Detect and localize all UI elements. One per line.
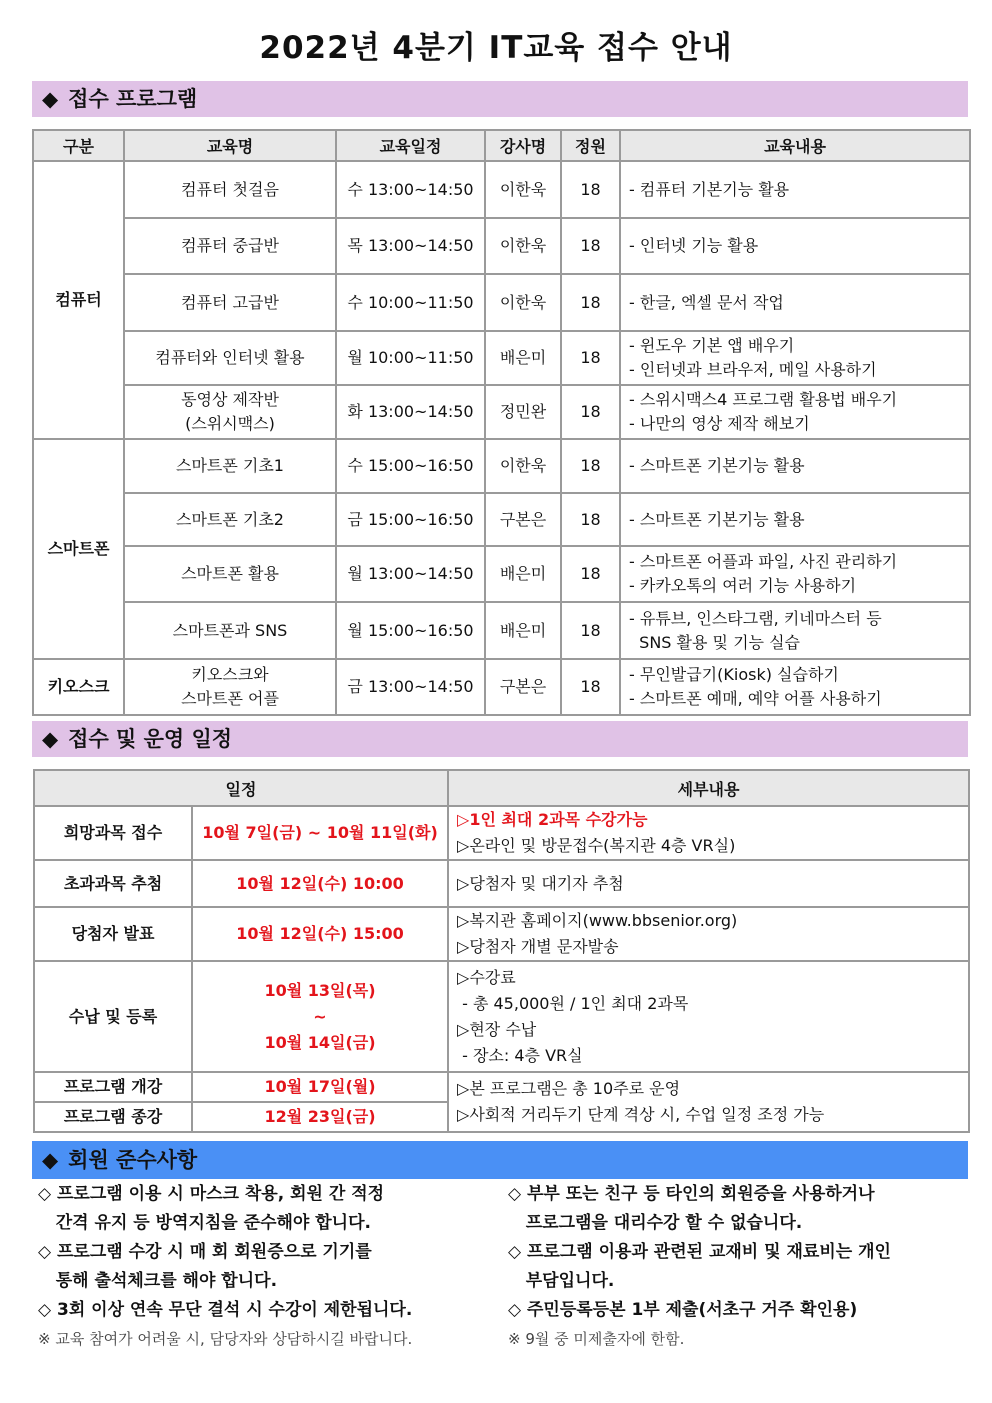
content-cell-line: - 나만의 영상 제작 해보기 xyxy=(629,414,810,433)
content-cell-line: - 윈도우 기본 앱 배우기 xyxy=(629,336,795,355)
course-name-cell-line: 컴퓨터 첫걸음 xyxy=(181,179,279,199)
category-cell: 스마트폰 xyxy=(33,439,124,659)
rule-item: ◇ 주민등록등본 1부 제출(서초구 거주 확인용) xyxy=(508,1300,858,1320)
content-cell xyxy=(620,439,970,493)
schedule-detail-cell xyxy=(448,961,969,1072)
rule-item: ◇ 3회 이상 연속 무단 결석 시 수강이 제한됩니다. xyxy=(38,1300,413,1320)
course-name-cell-line: 스마트폰 기초1 xyxy=(175,456,284,475)
teacher-cell: 배은미 xyxy=(485,546,561,602)
rule-item: ◇ 프로그램 이용과 관련된 교재비 및 재료비는 개인 부담입니다. xyxy=(508,1242,891,1291)
col-header-course: 교육명 xyxy=(124,130,336,161)
detail-line: ▷수강료 xyxy=(457,967,516,987)
content-cell xyxy=(620,602,970,659)
detail-line: ▷온라인 및 방문접수(복지관 4층 VR실) xyxy=(457,836,736,855)
detail-line: ▷본 프로그램은 총 10주로 운영 xyxy=(457,1079,681,1098)
program-row xyxy=(33,331,970,385)
detail-line: ▷1인 최대 2과목 수강가능 xyxy=(457,810,648,829)
teacher-cell: 이한욱 xyxy=(485,439,561,493)
program-table xyxy=(32,129,971,716)
schedule-detail-cell xyxy=(448,1072,969,1132)
capacity-cell: 18 xyxy=(561,331,620,385)
content-cell-line: - 스마트폰 기본기능 활용 xyxy=(629,509,805,529)
schedule-date-cell xyxy=(192,1072,448,1102)
course-name-cell-line: 스마트폰 활용 xyxy=(181,564,279,583)
rule-item: ◇ 부부 또는 친구 등 타인의 회원증을 사용하거나 프로그램을 대리수강 할 수 없습니다. xyxy=(508,1184,875,1233)
date-line: 10월 14일(금) xyxy=(264,1032,376,1052)
col-header-details: 세부내용 xyxy=(448,770,969,806)
section-rules-header xyxy=(32,1141,968,1179)
date-line: 10월 17일(월) xyxy=(264,1077,376,1096)
schedule-detail-cell xyxy=(448,860,969,907)
course-name-cell-line: 스마트폰 어플 xyxy=(181,689,279,708)
schedule-cell: 수 15:00~16:50 xyxy=(336,439,485,493)
course-name-cell xyxy=(124,493,336,546)
date-line: ~ xyxy=(313,1006,327,1026)
detail-line: ▷현장 수납 xyxy=(457,1019,537,1039)
content-cell xyxy=(620,659,970,715)
schedule-label-cell: 희망과목 접수 xyxy=(34,806,192,860)
schedule-cell: 목 13:00~14:50 xyxy=(336,218,485,274)
course-name-cell-line: 컴퓨터와 인터넷 활용 xyxy=(155,348,305,367)
schedule-date-cell xyxy=(192,907,448,961)
course-name-cell xyxy=(124,546,336,602)
program-row xyxy=(33,218,970,274)
teacher-cell: 배은미 xyxy=(485,331,561,385)
section-program-header xyxy=(32,81,968,117)
section-schedule-header xyxy=(32,721,968,757)
col-header-teacher: 강사명 xyxy=(485,130,561,161)
content-cell xyxy=(620,161,970,218)
course-name-cell-line: 스마트폰 기초2 xyxy=(175,509,284,529)
schedule-cell: 월 15:00~16:50 xyxy=(336,602,485,659)
schedule-detail-cell xyxy=(448,806,969,860)
page-title: 2022년 4분기 IT교육 접수 안내 xyxy=(259,30,733,66)
teacher-cell: 이한욱 xyxy=(485,161,561,218)
rule-item: ◇ 프로그램 이용 시 마스크 착용, 회원 간 적정 간격 유지 등 방역지침을 준수해야 합니다. xyxy=(38,1184,385,1233)
diamond-icon: ◆ xyxy=(42,727,59,751)
date-line: 10월 13일(목) xyxy=(264,980,376,1000)
schedule-row xyxy=(34,860,969,907)
schedule-cell: 월 10:00~11:50 xyxy=(336,331,485,385)
program-row xyxy=(33,385,970,439)
content-cell-line: - 스마트폰 어플과 파일, 사진 관리하기 xyxy=(629,552,898,571)
date-line: 10월 12일(수) 10:00 xyxy=(236,873,404,893)
teacher-cell: 구본은 xyxy=(485,493,561,546)
schedule-date-cell xyxy=(192,1102,448,1132)
detail-line: ▷복지관 홈페이지(www.bbsenior.org) xyxy=(457,911,738,930)
col-header-capacity: 정원 xyxy=(561,130,620,161)
diamond-icon: ◆ xyxy=(42,1148,59,1172)
course-name-cell xyxy=(124,331,336,385)
course-name-cell xyxy=(124,439,336,493)
schedule-label-cell: 초과과목 추첨 xyxy=(34,860,192,907)
category-cell: 컴퓨터 xyxy=(33,161,124,439)
course-name-cell-line: 키오스크와 xyxy=(191,665,269,684)
content-cell-line: - 인터넷과 브라우저, 메일 사용하기 xyxy=(629,360,877,379)
schedule-label-cell: 프로그램 종강 xyxy=(34,1102,192,1132)
detail-line: ▷사회적 거리두기 단계 격상 시, 수업 일정 조정 가능 xyxy=(457,1105,825,1124)
teacher-cell: 구본은 xyxy=(485,659,561,715)
content-cell xyxy=(620,493,970,546)
section-rules-title: 회원 준수사항 xyxy=(68,1148,198,1172)
capacity-cell: 18 xyxy=(561,602,620,659)
teacher-cell: 이한욱 xyxy=(485,218,561,274)
capacity-cell: 18 xyxy=(561,161,620,218)
schedule-label-cell: 수납 및 등록 xyxy=(34,961,192,1072)
program-row xyxy=(33,161,970,218)
program-row xyxy=(33,493,970,546)
course-name-cell xyxy=(124,385,336,439)
date-line: 10월 12일(수) 15:00 xyxy=(236,924,404,943)
capacity-cell: 18 xyxy=(561,659,620,715)
schedule-cell: 금 13:00~14:50 xyxy=(336,659,485,715)
schedule-date-cell xyxy=(192,961,448,1072)
content-cell xyxy=(620,274,970,331)
program-table-header xyxy=(33,130,970,161)
schedule-label-cell: 당첨자 발표 xyxy=(34,907,192,961)
rule-item: ◇ 프로그램 수강 시 매 회 회원증으로 기기를 통해 출석체크를 해야 합니다. xyxy=(38,1242,372,1291)
content-cell-line: - 유튜브, 인스타그램, 키네마스터 등 xyxy=(629,608,882,628)
content-cell-line: - 스마트폰 기본기능 활용 xyxy=(629,456,805,475)
schedule-cell: 화 13:00~14:50 xyxy=(336,385,485,439)
capacity-cell: 18 xyxy=(561,439,620,493)
content-cell-line: - 스위시맥스4 프로그램 활용법 배우기 xyxy=(629,390,898,409)
date-line: 10월 7일(금) ~ 10월 11일(화) xyxy=(202,823,438,842)
col-header-dates: 일정 xyxy=(34,770,448,806)
program-row xyxy=(33,546,970,602)
schedule-table xyxy=(33,769,970,1133)
schedule-row xyxy=(34,961,969,1072)
content-cell-line: SNS 활용 및 기능 실습 xyxy=(629,632,800,652)
course-name-cell xyxy=(124,274,336,331)
program-row xyxy=(33,439,970,493)
program-row xyxy=(33,659,970,715)
content-cell xyxy=(620,218,970,274)
schedule-cell: 월 13:00~14:50 xyxy=(336,546,485,602)
content-cell-line: - 무인발급기(Kiosk) 실습하기 xyxy=(629,665,839,684)
col-header-schedule: 교육일정 xyxy=(336,130,485,161)
content-cell-line: - 컴퓨터 기본기능 활용 xyxy=(629,179,790,199)
note-left: ※ 교육 참여가 어려울 시, 담당자와 상담하시길 바랍니다. xyxy=(38,1330,413,1348)
schedule-row xyxy=(34,907,969,961)
schedule-cell: 금 15:00~16:50 xyxy=(336,493,485,546)
content-cell-line: - 카카오톡의 여러 기능 사용하기 xyxy=(629,576,857,595)
schedule-cell: 수 13:00~14:50 xyxy=(336,161,485,218)
section-program-title: 접수 프로그램 xyxy=(68,87,198,111)
note-right: ※ 9월 중 미제출자에 한함. xyxy=(508,1330,685,1348)
capacity-cell: 18 xyxy=(561,546,620,602)
capacity-cell: 18 xyxy=(561,274,620,331)
section-schedule-title: 접수 및 운영 일정 xyxy=(68,727,233,751)
teacher-cell: 정민완 xyxy=(485,385,561,439)
capacity-cell: 18 xyxy=(561,493,620,546)
schedule-table-header xyxy=(34,770,969,806)
col-header-category: 구분 xyxy=(33,130,124,161)
category-cell: 키오스크 xyxy=(33,659,124,715)
course-name-cell-line: 컴퓨터 고급반 xyxy=(181,292,279,312)
schedule-label-cell: 프로그램 개강 xyxy=(34,1072,192,1102)
diamond-icon: ◆ xyxy=(42,87,59,111)
content-cell xyxy=(620,385,970,439)
content-cell xyxy=(620,546,970,602)
program-row xyxy=(33,274,970,331)
schedule-row xyxy=(34,1072,969,1102)
col-header-content: 교육내용 xyxy=(620,130,970,161)
detail-line: ▷당첨자 개별 문자발송 xyxy=(457,937,619,956)
schedule-detail-cell xyxy=(448,907,969,961)
capacity-cell: 18 xyxy=(561,385,620,439)
content-cell xyxy=(620,331,970,385)
schedule-date-cell xyxy=(192,860,448,907)
detail-line: - 총 45,000원 / 1인 최대 2과목 xyxy=(457,993,689,1013)
course-name-cell-line: (스위시맥스) xyxy=(185,414,275,433)
detail-line: - 장소: 4층 VR실 xyxy=(457,1045,583,1065)
capacity-cell: 18 xyxy=(561,218,620,274)
detail-line: ▷당첨자 및 대기자 추첨 xyxy=(457,873,624,893)
course-name-cell-line: 동영상 제작반 xyxy=(181,390,279,409)
date-line: 12월 23일(금) xyxy=(264,1107,376,1126)
course-name-cell xyxy=(124,602,336,659)
content-cell-line: - 인터넷 기능 활용 xyxy=(629,236,759,255)
schedule-cell: 수 10:00~11:50 xyxy=(336,274,485,331)
course-name-cell xyxy=(124,218,336,274)
course-name-cell xyxy=(124,161,336,218)
teacher-cell: 이한욱 xyxy=(485,274,561,331)
content-cell-line: - 한글, 엑셀 문서 작업 xyxy=(629,292,784,312)
course-name-cell xyxy=(124,659,336,715)
course-name-cell-line: 스마트폰과 SNS xyxy=(172,620,288,640)
program-row xyxy=(33,602,970,659)
schedule-row xyxy=(34,806,969,860)
schedule-date-cell xyxy=(192,806,448,860)
content-cell-line: - 스마트폰 예매, 예약 어플 사용하기 xyxy=(629,689,882,708)
teacher-cell: 배은미 xyxy=(485,602,561,659)
course-name-cell-line: 컴퓨터 중급반 xyxy=(181,236,279,255)
